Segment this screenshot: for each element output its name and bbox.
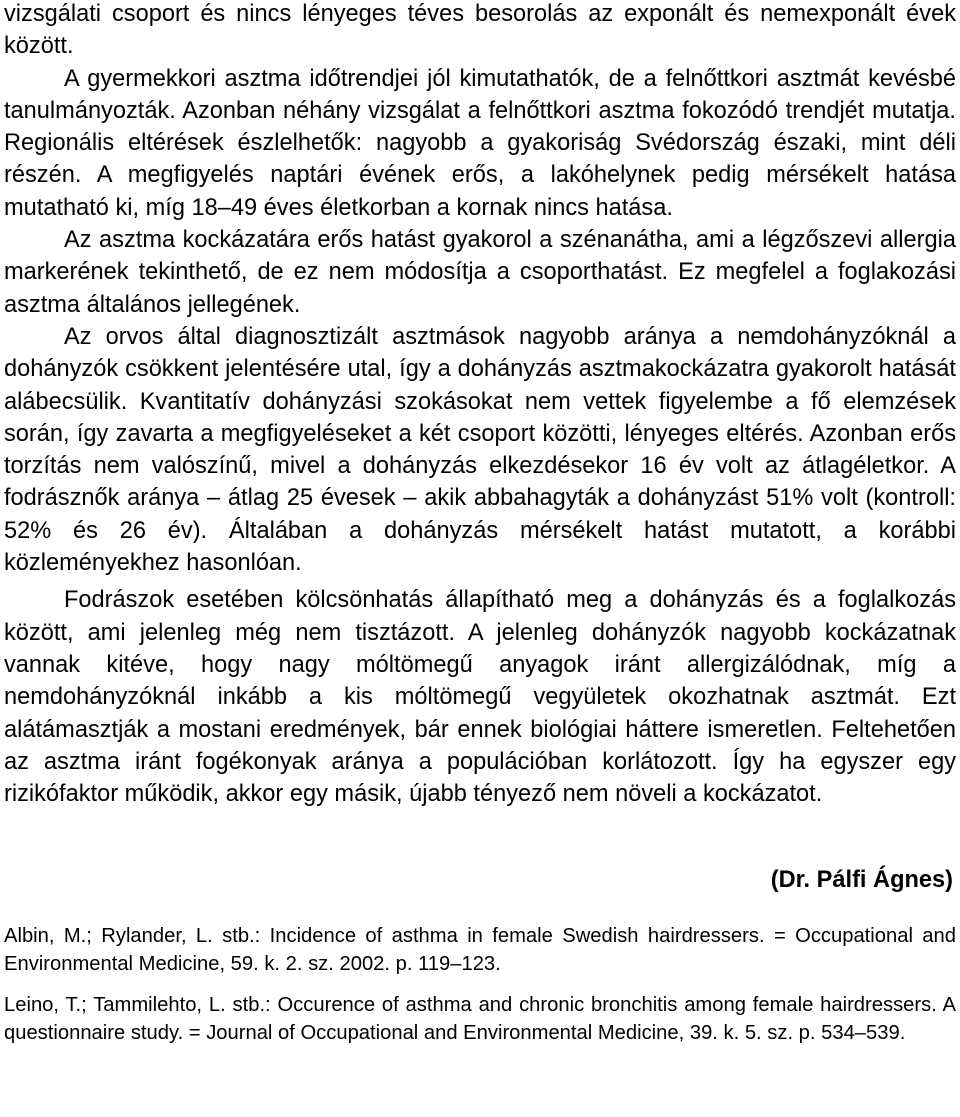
reference-item: Albin, M.; Rylander, L. stb.: Incidence of asthma in female Swedish hairdressers. = Occupational and Environmental Medicine, 59. k. 2. sz. 2002. p. 119–123. [4,925,956,975]
reference-item: Leino, T.; Tammilehto, L. stb.: Occurence of asthma and chronic bronchitis among female hairdressers. A questionnaire study. = Journal of Occupational and Environmental Medicine, 39. k. 5. sz. p. 534–539. [4,994,956,1044]
paragraph-asthma-trends: A gyermekkori asztma időtrendjei jól kimutathatók, de a felnőttkori asztmát kevésbé tanulmányozták. Azonban néhány vizsgálat a felnőttkori asztma fokozódó trendjét mutatja. Regionális eltérések észlelhetők: nagyobb a gyakoriság Svédország északi, mint déli részén. A megfigyelés naptári évének erős, a lakóhelynek pedig mérsékelt hatása mutatható ki, míg 18–49 éves életkorban a kornak nincs hatása. [4,65,956,221]
paragraph-hay-fever: Az asztma kockázatára erős hatást gyakorol a szénanátha, ami a légzőszevi allergia markerének tekinthető, de ez nem módosítja a csoporthatást. Ez megfelel a foglakozási asztma általános jellegének. [4,227,956,318]
reference-list [4,923,956,1047]
document-page [4,0,956,1047]
paragraph-hairdressers-interaction: Fodrászok esetében kölcsönhatás állapítható meg a dohányzás és a foglalkozás között, ami jelenleg még nem tisztázott. A jelenleg dohányzók nagyobb kockázatnak vannak kitéve, hogy nagy móltömegű anyagok iránt allergizálódnak, míg a nemdohányzóknál inkább a kis móltömegű vegyületek okozhatnak asztmát. Ezt alátámasztják a mostani eredmények, bár ennek biológiai háttere ismeretlen. Feltehetően az asztma iránt fogékonyak aránya a populációban korlátozott. Így ha egyszer egy rizikófaktor működik, akkor egy másik, újabb tényező nem növeli a kockázatot. [4,587,956,808]
paragraph-smoking: Az orvos által diagnosztizált asztmások nagyobb aránya a nemdohányzóknál a dohányzók csökkent jelentésére utal, így a dohányzás asztmakockázatra gyakorolt hatását alábecsülik. Kvantitatív dohányzási szokásokat nem vettek figyelembe a fő elemzések során, így zavarta a megfigyeléseket a két csoport közötti, lényeges eltérés. Azonban erős torzítás nem valószínű, mivel a dohányzás elkezdésekor 16 év volt az átlagéletkor. A fodrásznők aránya – átlag 25 évesek – akik abbahagyták a dohányzást 51% volt (kontroll: 52% és 26 év). Általában a dohányzás mérsékelt hatást mutatott, a korábbi közleményekhez hasonlóan. [4,323,956,577]
article-body [4,0,956,810]
paragraph-continuation: vizsgálati csoport és nincs lényeges téves besorolás az exponált és nemexponált évek között. [4,1,956,60]
author-signature: (Dr. Pálfi Ágnes) [770,867,953,894]
